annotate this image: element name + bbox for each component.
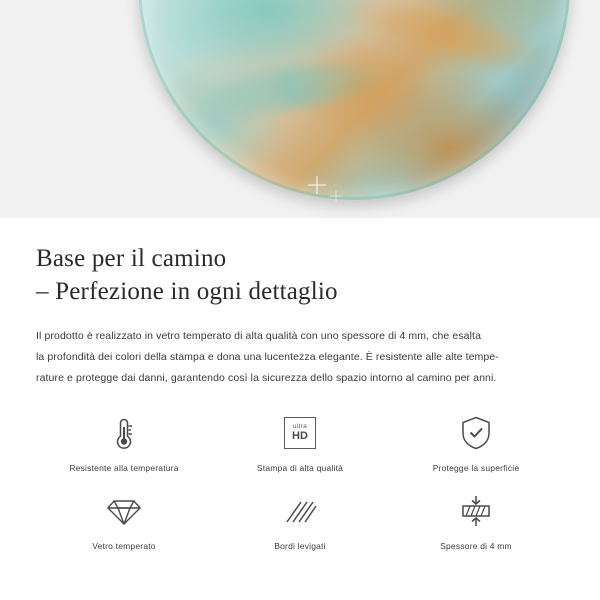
hero-image xyxy=(0,0,600,218)
feature-label: Protegge la superficie xyxy=(432,463,520,473)
ink-streak-gold-2 xyxy=(337,0,559,78)
page-title xyxy=(36,242,564,308)
feature-high-quality-print xyxy=(212,411,388,473)
ink-streak-teal-1 xyxy=(196,55,390,121)
thermometer-icon xyxy=(107,411,141,455)
product-description xyxy=(36,326,564,389)
ultra-hd-icon xyxy=(284,411,316,455)
diamond-icon xyxy=(106,489,142,533)
description-line-3: rature e protegge dai danni, garantendo così la sicurezza dello spazio intorno al camino per anni. xyxy=(36,372,497,384)
feature-label: Resistente alla temperatura xyxy=(69,463,179,473)
description-line-1: Il prodotto è realizzato in vetro temperato di alta qualità con uno spessore di 4 mm, che esalta xyxy=(36,330,482,342)
description-line-2: la profondità dei colori della stampa e dona una lucentezza elegante. È resistente alle alte tempe- xyxy=(36,351,499,363)
feature-label: Bordi levigati xyxy=(274,541,326,551)
sparkle-icon xyxy=(308,176,326,194)
ultra-hd-badge-top: ultra xyxy=(292,422,308,430)
feature-polished-edges xyxy=(212,489,388,551)
sparkle-icon xyxy=(330,190,342,202)
feature-grid xyxy=(36,411,564,551)
feature-surface-protection xyxy=(388,411,564,473)
feature-temperature-resistant xyxy=(36,411,212,473)
headline-line-1: Base per il camino xyxy=(36,245,227,272)
ultra-hd-badge-bottom: HD xyxy=(292,430,308,443)
feature-label: Spessore di 4 mm xyxy=(440,541,512,551)
shield-check-icon xyxy=(459,411,493,455)
content-area xyxy=(0,242,600,551)
feature-tempered-glass xyxy=(36,489,212,551)
thickness-4mm-icon xyxy=(458,489,494,533)
headline-line-2: – Perfezione in ogni dettaglio xyxy=(36,278,338,305)
feature-label: Stampa di alta qualità xyxy=(256,463,344,473)
feature-label: Vetro temperato xyxy=(92,541,156,551)
feature-thickness xyxy=(388,489,564,551)
polished-edges-icon xyxy=(283,489,317,533)
